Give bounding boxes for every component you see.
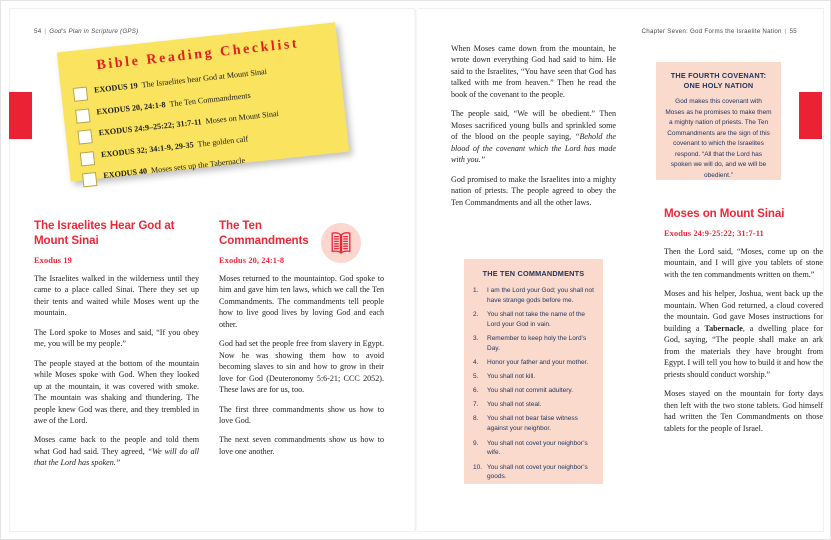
running-head-separator-right: | xyxy=(784,28,787,35)
scripture-quote: “We will do all that the Lord has spoken.” xyxy=(34,446,199,468)
section-covenant-narrative xyxy=(451,43,616,216)
list-item: Honor your father and your mother. xyxy=(487,358,589,366)
checklist-item-reference: EXODUS 32; 34:1-9, 29-35 xyxy=(100,139,195,159)
checkbox-icon[interactable] xyxy=(80,151,95,166)
section-heading: The Ten Commandments xyxy=(219,219,309,247)
book-title-left: God's Plan in Scripture (GPS) xyxy=(49,28,139,35)
scripture-reference: Exodus 19 xyxy=(34,255,72,265)
checklist-item-description: The Israelites hear God at Mount Sinai xyxy=(141,66,268,90)
checklist-item-description: Moses sets up the Tabernacle xyxy=(150,155,246,175)
commandments-list xyxy=(473,286,594,483)
checklist-item-reference: EXODUS 20, 24:1-8 xyxy=(95,99,166,117)
paragraph-with-quote xyxy=(451,108,616,165)
list-item: You shall not commit adultery. xyxy=(487,387,573,395)
book-gutter xyxy=(414,9,419,531)
chapter-tab-left xyxy=(9,92,32,139)
paragraph: The Lord spoke to Moses and said, “If you obey me, you will be my people.” xyxy=(34,327,199,349)
paragraph: God promised to make the Israelites into a mighty nation of priests. The people agreed to obey the Ten Commandments and all the other laws. xyxy=(451,174,616,207)
sidebar-title-line-2: ONE HOLY NATION xyxy=(683,80,754,90)
checklist-item-description: Moses on Mount Sinai xyxy=(205,108,280,126)
paragraph-lead: Moses came back to the people and told them what God had said. They agreed, xyxy=(34,435,199,456)
checkbox-icon[interactable] xyxy=(75,108,90,123)
paragraph-lead: The people said, “We will be obedient.” Then Moses sacrificed young bulls and sprinkled some of the blood on the people saying, xyxy=(451,109,616,142)
paragraph: Then the Lord said, “Moses, come up on the mountain, and I will give you tablets of stone with the ten commandments written on them.” xyxy=(664,246,823,279)
list-item: I am the Lord your God; you shall not have strange gods before me. xyxy=(487,286,594,304)
list-item: You shall not kill. xyxy=(487,372,536,380)
paragraph: When Moses came down from the mountain, he wrote down everything God had said to him. He said to the Israelites, “You have seen that God has talked with me from heaven.” Then he read the book of the covenant to the people. xyxy=(451,44,616,99)
scripture-quote: “Behold the blood of the covenant which the Lord has made with you.” xyxy=(451,132,616,165)
paragraph: The first three commandments show us how to love God. xyxy=(219,404,384,425)
scripture-reference: Exodus 20, 24:1-8 xyxy=(219,255,285,265)
page-number-left: 54 xyxy=(34,28,42,35)
running-head-separator-left: | xyxy=(44,28,47,35)
checkbox-icon[interactable] xyxy=(73,86,88,101)
section-ten-commandments xyxy=(219,219,384,465)
sidebar-title: THE TEN COMMANDMENTS xyxy=(482,269,585,278)
section-heading: The Israelites Hear God at Mount Sinai xyxy=(34,219,175,247)
paragraph-with-bold-term xyxy=(664,288,823,380)
section-moses-on-mount-sinai xyxy=(664,207,823,442)
paragraph: The people stayed at the bottom of the mountain while Moses spoke with God. When they looked up at the mountain, it was covered with smoke. The mountain was shaking and thundering. The people knew God was there, and they trembled in awe of the Lord. xyxy=(34,358,199,425)
list-item: You shall not covet your neighbor’s wife. xyxy=(487,439,588,457)
list-item: You shall not bear false witness against your neighbor. xyxy=(487,415,578,433)
checklist-item-reference: EXODUS 24:9–25:22; 31:7-11 xyxy=(98,117,203,138)
paragraph-with-quote xyxy=(34,434,199,468)
paragraph: Moses returned to the mountaintop. God spoke to him and gave him ten laws, which we call the Ten Commandments. The commandments tell people how to live good lives by loving God and each other. xyxy=(219,273,384,329)
glossary-term: Tabernacle xyxy=(704,323,743,333)
checklist-item-description: The Ten Commandments xyxy=(169,90,252,109)
chapter-title-right: Chapter Seven: God Forms the Israelite Nation xyxy=(641,28,782,35)
paragraph: God had set the people free from slavery in Egypt. Now he was showing them how to avoid becoming slaves to sin and how to grow in their love for God (Deuteronomy 5:6-21; CCC 2052). These laws are for us, too. xyxy=(219,339,384,395)
checklist-item-description: The golden calf xyxy=(197,133,249,149)
list-item: You shall not covet your neighbor’s goods. xyxy=(487,463,588,481)
ten-commandments-sidebar xyxy=(464,259,603,484)
checkbox-icon[interactable] xyxy=(77,129,92,144)
section-heading: Moses on Mount Sinai xyxy=(664,207,785,220)
paragraph: The next seven commandments show us how to love one another. xyxy=(219,435,384,456)
fourth-covenant-sidebar xyxy=(656,62,781,180)
sidebar-body: God makes this covenant with Moses as he promises to make them a mighty nation of priests. The Ten Commandments are the sign of this covenant to which the Israelites respond. “All that the Lord has spoken we will do, and we will be obedient.” xyxy=(665,98,772,179)
running-head-right xyxy=(642,28,797,35)
checklist-title: Bible Reading Checklist xyxy=(95,36,300,74)
checklist-item-reference: EXODUS 40 xyxy=(102,166,148,181)
page-number-right: 55 xyxy=(789,28,797,35)
stone-tablets-icon xyxy=(321,223,361,263)
checkbox-icon[interactable] xyxy=(82,172,97,187)
list-item: Remember to keep holy the Lord’s Day. xyxy=(487,334,587,352)
paragraph: Moses stayed on the mountain for forty days then left with the two stone tablets. God himself had written the Ten Commandments on those tablets for the people of Israel. xyxy=(664,389,823,433)
running-head-left xyxy=(34,28,139,35)
paragraph-part: , a dwelling place for God, saying, “The people shall make an ark from the materials they have brought from Egypt. I will tell you how to build it and how the priests should conduct worship.” xyxy=(664,323,823,379)
list-item: You shall not take the name of the Lord your God in vain. xyxy=(487,310,586,328)
section-israelites-hear-god xyxy=(34,219,199,477)
sidebar-title xyxy=(664,71,773,90)
paragraph-part: Moses and his helper, Joshua, went back up the mountain. When God returned, a cloud covered the mountain. God gave Moses instructions for building a xyxy=(664,289,823,333)
chapter-tab-right xyxy=(799,92,822,139)
list-item: You shall not steal. xyxy=(487,401,542,409)
scripture-reference: Exodus 24:9-25:22; 31:7-11 xyxy=(664,228,764,238)
sidebar-title-line-1: THE FOURTH COVENANT: xyxy=(670,71,767,80)
paragraph: The Israelites walked in the wilderness until they came to a place called Sinai. There they set up their tents and waited while Moses went up the mountain. xyxy=(34,273,199,318)
checklist-item-reference: EXODUS 19 xyxy=(93,80,139,95)
